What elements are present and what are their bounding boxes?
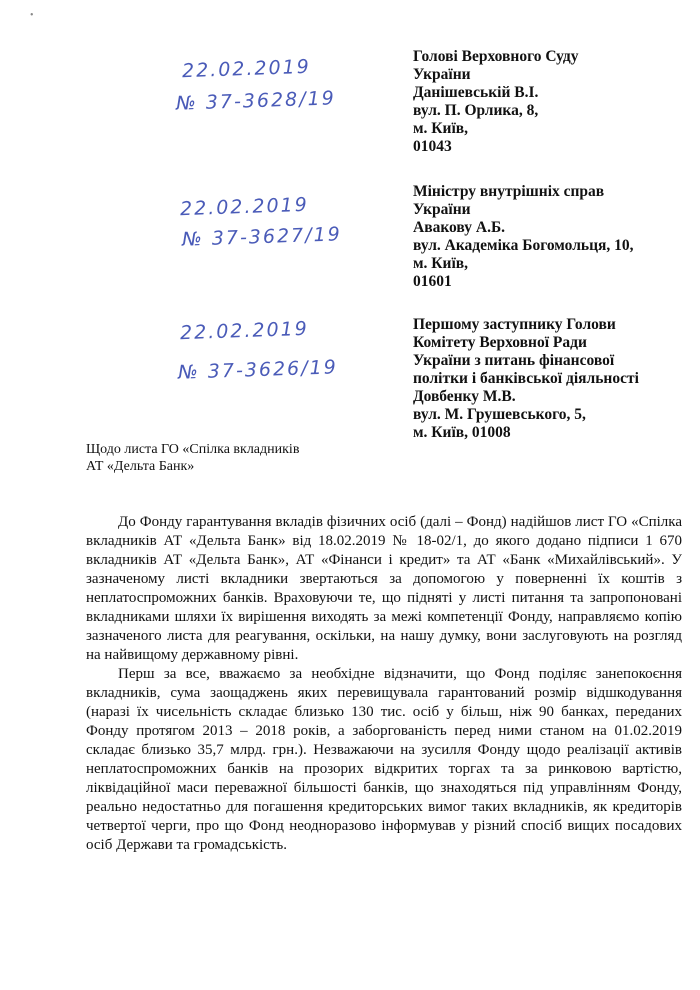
- subject-line: АТ «Дельта Банк»: [86, 459, 195, 474]
- registration-date-1: 22.02.2019: [181, 55, 312, 83]
- registration-number-1: № 37-3628/19: [175, 87, 337, 115]
- recipient-line: Довбенку М.В.: [413, 388, 516, 405]
- recipient-block-2: [413, 183, 683, 291]
- recipient-block-3: [413, 316, 683, 442]
- subject-line: Щодо листа ГО «Спілка вкладників: [86, 442, 300, 457]
- recipient-line: України: [413, 201, 471, 218]
- registration-date-2: 22.02.2019: [179, 193, 310, 221]
- recipient-line: України: [413, 66, 471, 83]
- body-paragraph: До Фонду гарантування вкладів фізичних осіб (далі – Фонд) надійшов лист ГО «Спілка вкладників АТ «Дельта Банк» від 18.02.2019 № 18-02/1, до якого додано підписи 1 670 вкладників АТ «Дельта Банк», АТ «Фінанси і кредит» та АТ «Банк «Михайлівський». У зазначеному листі вкладники звертаються за допомогою у поверненні їх коштів з неплатоспроможних банків. Враховуючи те, що підняті у листі питання та запропоновані вкладниками шляхи їх вирішення виходять за межі компетенції Фонду, направляємо копію зазначеного листа для реагування, оскільки, на нашу думку, вони заслуговують на розгляд на найвищому державному рівні.: [86, 514, 682, 663]
- recipient-line: 01601: [413, 273, 452, 290]
- registration-number-2: № 37-3627/19: [181, 223, 343, 251]
- recipient-line: Голові Верховного Суду: [413, 48, 579, 65]
- body-paragraph: Перш за все, вважаємо за необхідне відзначити, що Фонд поділяє занепокоєння вкладників, сума заощаджень яких перевищувала гарантований розмір відшкодування (наразі їх чисельність складає близько 130 тис. осіб у більш, ніж 90 банках, переданих Фонду протягом 2013 – 2018 років, а заборгованість перед ними станом на 01.02.2019 складає близько 35,7 млрд. грн.). Незважаючи на зусилля Фонду щодо реалізації активів неплатоспроможних банків на прозорих відкритих торгах та за ринковою вартістю, ліквідаційної маси переважної більшості банків, що знаходяться під управлінням Фонду, реально недостатньо для погашення кредиторських вимог таких вкладників, як кредиторів четвертої черги, про що Фонд неодноразово інформував у різний спосіб вищих посадових осіб Держави та громадськість.: [86, 666, 682, 853]
- recipient-line: політки і банківської діяльності: [413, 370, 639, 387]
- recipient-line: вул. Академіка Богомольця, 10,: [413, 237, 634, 254]
- recipient-block-1: [413, 48, 683, 156]
- corner-mark: •: [30, 10, 34, 21]
- recipient-line: вул. М. Грушевського, 5,: [413, 406, 586, 423]
- recipient-line: вул. П. Орлика, 8,: [413, 102, 539, 119]
- recipient-line: Комітету Верховної Ради: [413, 334, 587, 351]
- recipient-line: Міністру внутрішніх справ: [413, 183, 605, 200]
- registration-number-3: № 37-3626/19: [177, 356, 339, 384]
- recipient-line: Данішевській В.І.: [413, 84, 539, 101]
- recipient-line: України з питань фінансової: [413, 352, 615, 369]
- letter-subject: [86, 441, 299, 475]
- recipient-line: Авакову А.Б.: [413, 219, 506, 236]
- recipient-line: м. Київ,: [413, 120, 469, 137]
- recipient-line: 01043: [413, 138, 452, 155]
- letter-body: [86, 513, 682, 855]
- registration-date-3: 22.02.2019: [179, 317, 310, 345]
- recipient-line: м. Київ,: [413, 255, 469, 272]
- recipient-line: м. Київ, 01008: [413, 424, 511, 441]
- recipient-line: Першому заступнику Голови: [413, 316, 616, 333]
